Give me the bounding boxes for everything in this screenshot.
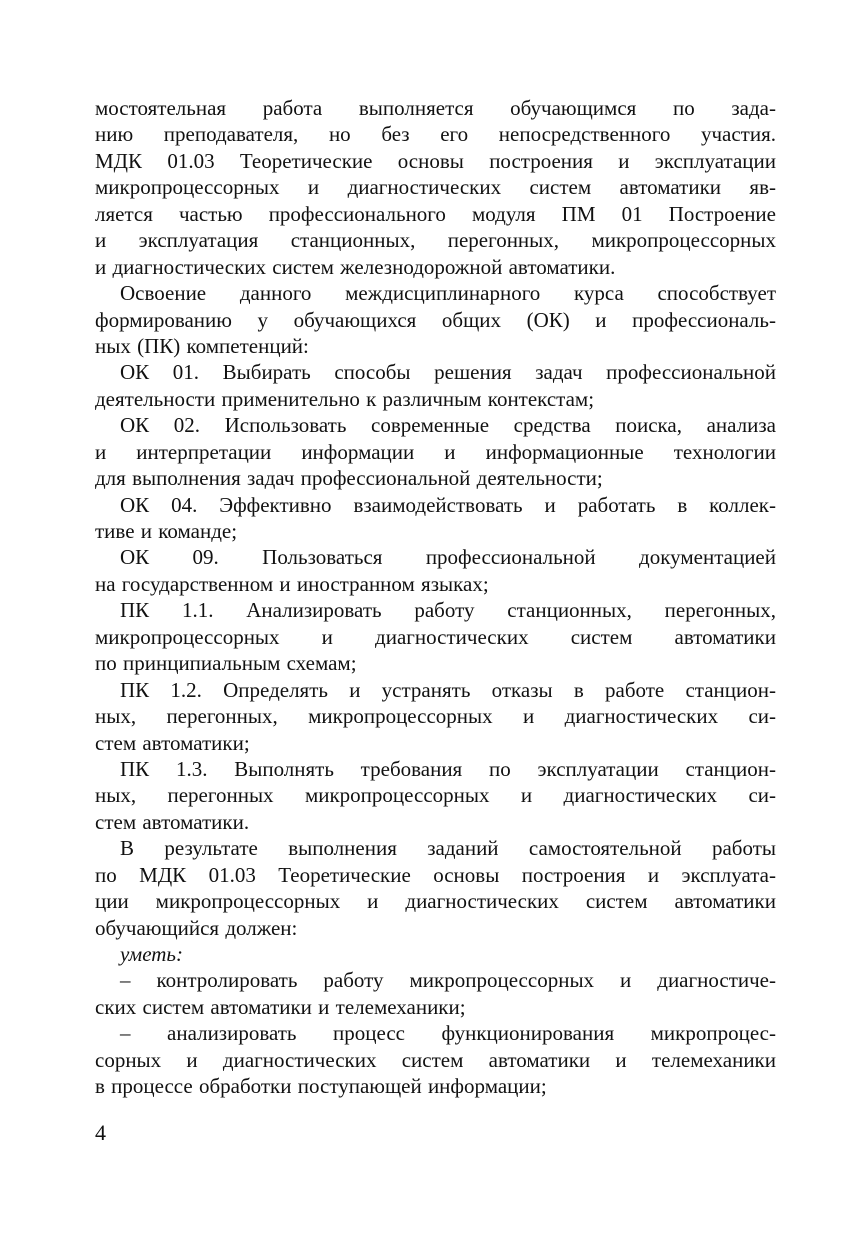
page-number: 4 — [95, 1120, 106, 1145]
text-line: мостоятельная работа выполняется обучающимся по зада- — [95, 96, 776, 120]
text-line: ОК 02. Использовать современные средства поиска, анализа — [120, 413, 776, 438]
text-line: стем автоматики; — [95, 730, 250, 755]
text-line: ских систем автоматики и телемеханики; — [95, 994, 466, 1019]
text-line: – контролировать работу микропроцессорных и диагностиче- — [120, 968, 776, 993]
text-line: – анализировать процесс функционирования микропроцес- — [120, 1021, 776, 1046]
text-line: ции микропроцессорных и диагностических систем автоматики — [95, 889, 776, 914]
text-line: ПК 1.3. Выполнять требования по эксплуатации станцион- — [120, 756, 776, 781]
text-line: ОК 04. Эффективно взаимодействовать и работать в коллек- — [120, 492, 776, 517]
text-line: формированию у обучающихся общих (ОК) и профессиональ- — [95, 307, 776, 332]
text-line: обучающийся должен: — [95, 915, 298, 940]
text-line: нию преподавателя, но без его непосредственного участия. — [95, 122, 776, 147]
text-line: Освоение данного междисциплинарного курса способствует — [120, 281, 776, 306]
text-line: по принципиальным схемам; — [95, 651, 357, 676]
text-line: микропроцессорных и диагностических систем автоматики — [95, 624, 776, 649]
text-line: и диагностических систем железнодорожной автоматики. — [95, 254, 616, 279]
text-line: МДК 01.03 Теоретические основы построения и эксплуатации — [95, 148, 776, 173]
text-line: на государственном и иностранном языках; — [95, 571, 489, 596]
text-line: ПК 1.1. Анализировать работу станционных, перегонных, — [120, 598, 776, 623]
text-line: и интерпретации информации и информационные технологии — [95, 439, 776, 464]
text-line: в процессе обработки поступающей информации; — [95, 1074, 547, 1099]
text-line: В результате выполнения заданий самостоятельной работы — [120, 836, 776, 861]
text-line: для выполнения задач профессиональной деятельности; — [95, 466, 603, 491]
text-line: стем автоматики. — [95, 809, 250, 834]
text-line: ОК 01. Выбирать способы решения задач профессиональной — [120, 360, 776, 385]
text-line: по МДК 01.03 Теоретические основы построения и эксплуата- — [95, 862, 776, 887]
text-line: ных, перегонных, микропроцессорных и диагностических си- — [95, 704, 776, 729]
text-line: ных (ПК) компетенций: — [95, 333, 309, 358]
text-line: уметь: — [120, 942, 183, 966]
text-line: сорных и диагностических систем автоматики и телемеханики — [95, 1047, 776, 1072]
text-line: ОК 09. Пользоваться профессиональной документацией — [120, 545, 776, 570]
page-body-text — [95, 95, 776, 1100]
text-line: микропроцессорных и диагностических систем автоматики яв- — [95, 175, 776, 200]
text-line: тиве и команде; — [95, 519, 238, 543]
text-line: ляется частью профессионального модуля ПМ 01 Построение — [95, 201, 776, 226]
text-line: ных, перегонных микропроцессорных и диагностических си- — [95, 783, 776, 808]
text-line: и эксплуатация станционных, перегонных, микропроцессорных — [95, 228, 776, 253]
text-line: ПК 1.2. Определять и устранять отказы в работе станцион- — [120, 677, 776, 702]
text-line: деятельности применительно к различным контекстам; — [95, 386, 595, 411]
